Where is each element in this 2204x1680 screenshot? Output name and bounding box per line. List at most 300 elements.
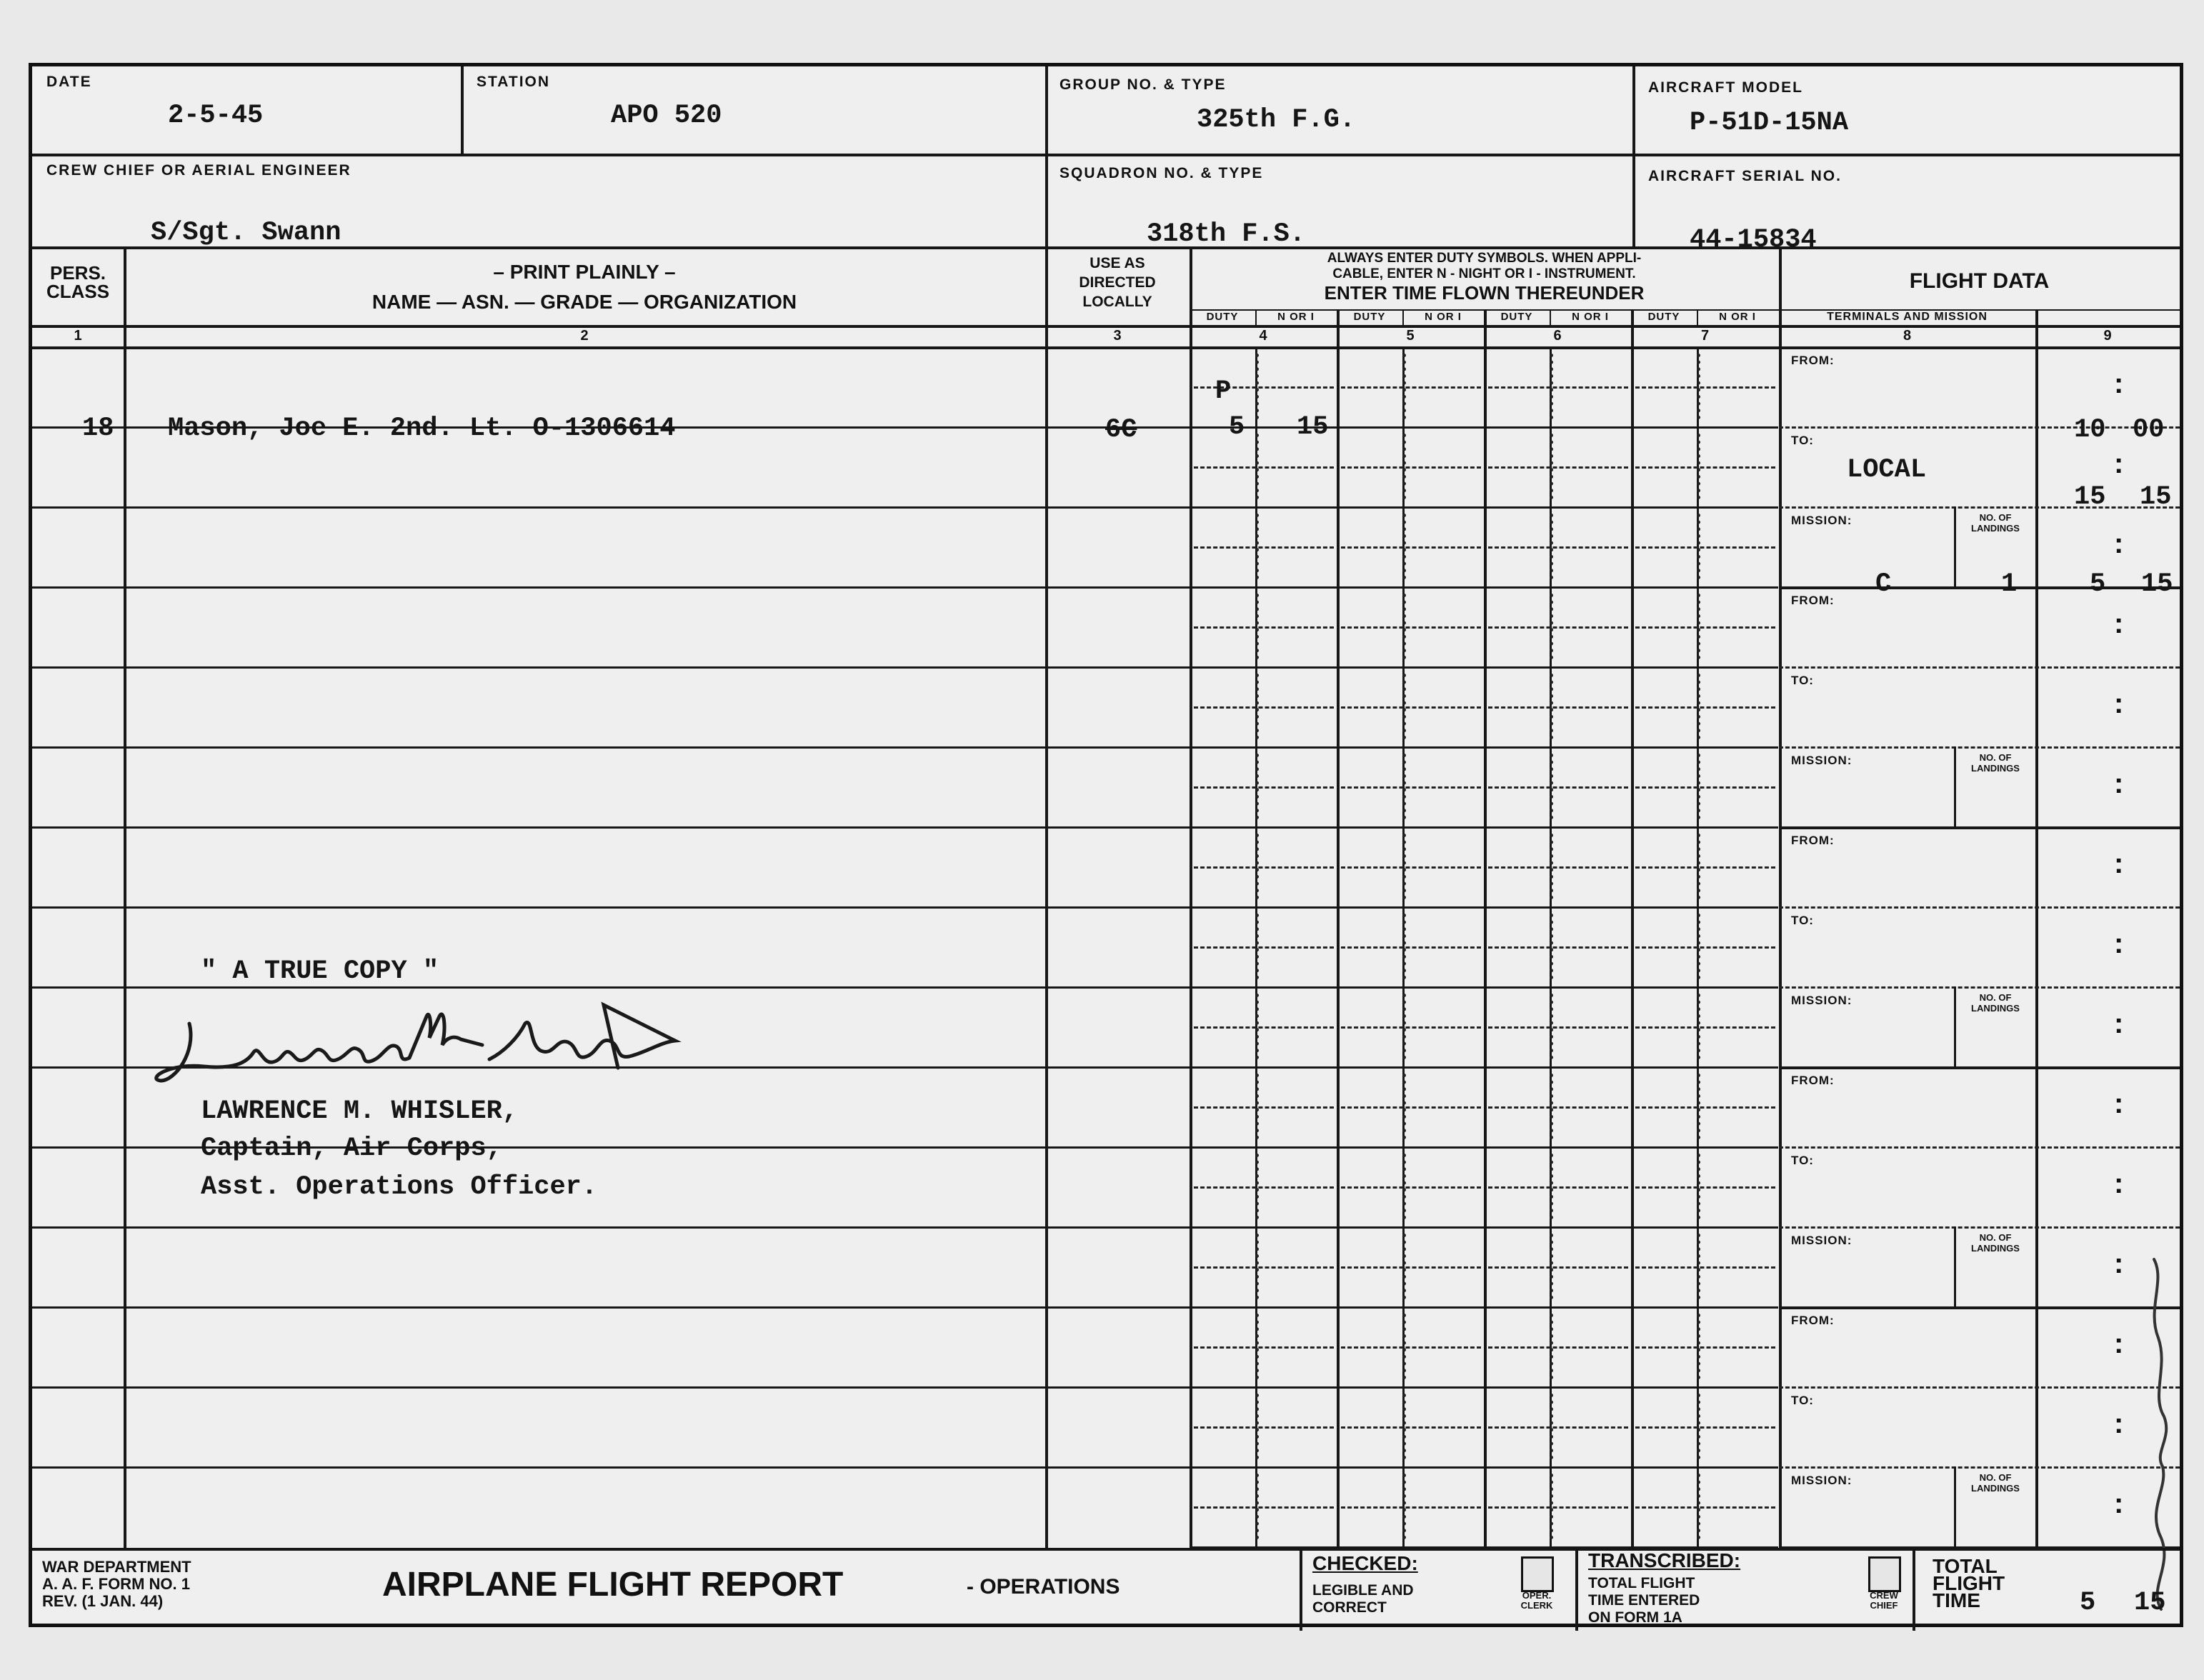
duty-colon-dots	[1402, 914, 1406, 979]
transcribed-sub2: TIME ENTERED	[1588, 1592, 1700, 1609]
duty-half-line	[1488, 1026, 1628, 1029]
flight-dashed-line	[1779, 986, 2180, 989]
duty-colon-dots	[1550, 994, 1553, 1059]
duty-colon-dots	[1550, 834, 1553, 899]
duty-colon-dots	[1255, 1154, 1259, 1219]
duty-colon-dots	[1255, 434, 1259, 499]
duty-half-line	[1194, 1266, 1334, 1269]
header-vline-model	[1632, 66, 1635, 246]
date-label: DATE	[46, 74, 92, 90]
column-line-9-left	[2035, 309, 2038, 1548]
flight-block-line	[1779, 1066, 2180, 1069]
duty-row-line	[1337, 1226, 1484, 1229]
duty-half-line	[1194, 946, 1334, 949]
duty-colon-dots	[1402, 434, 1406, 499]
duty-half-line	[1635, 1026, 1775, 1029]
row-line	[32, 826, 1190, 829]
duty-colon-dots	[1550, 354, 1553, 419]
duty-half-line	[1488, 1106, 1628, 1109]
oper-clerk-initial-box[interactable]	[1521, 1556, 1554, 1592]
duty-row-line	[1190, 1146, 1337, 1149]
duty-colon-dots	[1550, 1474, 1553, 1539]
row-line	[32, 1466, 1190, 1469]
duty-half-line	[1341, 786, 1481, 789]
squadron-value: 318th F.S.	[1147, 219, 1306, 249]
landings-box-divider	[1954, 1466, 1956, 1546]
duty-row-line	[1484, 746, 1631, 749]
row-line	[32, 746, 1190, 749]
duty-row-line	[1484, 826, 1631, 829]
transcribed-sub1: TOTAL FLIGHT	[1588, 1575, 1695, 1591]
flight-data-header: FLIGHT DATA	[1909, 269, 2050, 293]
duty-half-line	[1635, 1346, 1775, 1349]
mission-value: C	[1875, 569, 1892, 599]
duty-half-line	[1194, 1426, 1334, 1429]
group-label: GROUP NO. & TYPE	[1059, 76, 1227, 93]
duty-colon-dots	[1255, 754, 1259, 819]
signer-rank: Captain, Air Corps,	[201, 1134, 502, 1164]
duty-row-line	[1631, 1386, 1778, 1389]
duty-half-line	[1341, 706, 1481, 709]
duty-colon-dots	[1697, 1314, 1700, 1379]
duty-colon-dots	[1550, 1234, 1553, 1299]
form-title: AIRPLANE FLIGHT REPORT	[382, 1566, 844, 1604]
duty-row-line	[1484, 1466, 1631, 1469]
duty-row-line	[1484, 906, 1631, 909]
to-value: LOCAL	[1847, 455, 1927, 485]
landings-box-divider	[1954, 506, 1956, 586]
landings-label: NO. OF LANDINGS	[1971, 992, 2020, 1014]
flight-dashed-line	[1779, 666, 2180, 669]
to-label: TO:	[1791, 1394, 1814, 1407]
duty-row-line	[1337, 666, 1484, 669]
flight-report-form	[29, 63, 2183, 1627]
duty-half-line	[1341, 1346, 1481, 1349]
flight-dashed-line	[1779, 506, 2180, 509]
n-or-i-subheader: N OR I	[1425, 311, 1462, 323]
duty-row-line	[1337, 1306, 1484, 1309]
duty-row-line	[1484, 506, 1631, 509]
duty-colon-dots	[1255, 514, 1259, 579]
duty-row-line	[1484, 1146, 1631, 1149]
landings-value: 1	[2001, 569, 2018, 599]
flight-dashed-line	[1779, 1226, 2180, 1229]
mission-time-minutes: 15	[2141, 569, 2173, 599]
time-colon: :	[2114, 688, 2124, 719]
duty-half-line	[1488, 786, 1628, 789]
from-time-minutes: 00	[2133, 415, 2165, 445]
footer-vline-transcribed	[1575, 1548, 1578, 1631]
duty-half-line	[1488, 1346, 1628, 1349]
duty-half-line	[1488, 466, 1628, 469]
duty-colon-dots	[1550, 1074, 1553, 1139]
duty-colon-dots	[1697, 1474, 1700, 1539]
column-number-8: 8	[1903, 328, 1912, 344]
duty-row-line	[1337, 746, 1484, 749]
column-number-9: 9	[2103, 328, 2112, 344]
duty-half-line	[1635, 866, 1775, 869]
column-line-1	[124, 246, 126, 1548]
duty-row-line	[1190, 1066, 1337, 1069]
flight-dashed-line	[1779, 746, 2180, 749]
duty-row-line	[1190, 586, 1337, 589]
duty-row-line	[1631, 506, 1778, 509]
terminals-header: TERMINALS AND MISSION	[1827, 311, 1988, 323]
time-colon: :	[2114, 1088, 2124, 1119]
column-number-3: 3	[1113, 328, 1122, 344]
flight-block-line	[1779, 1306, 2180, 1309]
duty-subheader: DUTY	[1647, 311, 1680, 323]
duty-colon-dots	[1255, 914, 1259, 979]
header-divider-1	[32, 154, 2180, 156]
duty-colon-dots	[1255, 1074, 1259, 1139]
duty-half-line	[1488, 1506, 1628, 1509]
duty-colon-dots	[1255, 1314, 1259, 1379]
mission-label: MISSION:	[1791, 754, 1853, 767]
duty-row-line	[1631, 1066, 1778, 1069]
signer-name: LAWRENCE M. WHISLER,	[201, 1096, 519, 1126]
duty-row-line	[1190, 666, 1337, 669]
landings-box-divider	[1954, 1226, 1956, 1306]
duty-colon-dots	[1550, 1314, 1553, 1379]
time-colon: :	[2114, 608, 2124, 639]
total-label-2: FLIGHT	[1933, 1572, 2005, 1594]
duty-colon-dots	[1697, 994, 1700, 1059]
duty-half-line	[1341, 386, 1481, 389]
duty-half-line	[1635, 706, 1775, 709]
duty-colon-dots	[1550, 914, 1553, 979]
dept-line3: REV. (1 JAN. 44)	[42, 1592, 164, 1610]
duty-row-line	[1631, 586, 1778, 589]
duty-row-line	[1484, 986, 1631, 989]
dept-line2: A. A. F. FORM NO. 1	[42, 1575, 190, 1593]
duty-colon-dots	[1550, 514, 1553, 579]
handwritten-signature	[146, 995, 689, 1095]
to-label: TO:	[1791, 1154, 1814, 1167]
name-header-line1: – PRINT PLAINLY –	[493, 261, 676, 283]
row-line	[32, 586, 1190, 589]
row-line	[32, 986, 1190, 989]
column-line-7-left	[1631, 309, 1634, 1548]
duty-half-line	[1488, 706, 1628, 709]
duty-colon-dots	[1697, 1234, 1700, 1299]
duty-row-line	[1484, 666, 1631, 669]
column-number-2: 2	[580, 328, 589, 344]
to-time-minutes: 15	[2140, 482, 2172, 512]
duty-half-line	[1194, 706, 1334, 709]
duty-half-line	[1635, 386, 1775, 389]
duty-half-line	[1635, 1186, 1775, 1189]
duty-row-line	[1484, 1386, 1631, 1389]
duty-half-line	[1194, 866, 1334, 869]
duty-row-line	[1484, 1306, 1631, 1309]
duty-half-line	[1341, 1266, 1481, 1269]
crew-duty-symbol: P	[1215, 376, 1232, 406]
duty-half-line	[1194, 1506, 1334, 1509]
duty-colon-dots	[1402, 1314, 1406, 1379]
duty-header-line1: ALWAYS ENTER DUTY SYMBOLS. WHEN APPLI-	[1327, 251, 1642, 266]
duty-row-line	[1631, 1226, 1778, 1229]
duty-row-line	[1337, 1466, 1484, 1469]
duty-row-line	[1484, 1066, 1631, 1069]
duty-row-line	[1190, 506, 1337, 509]
flight-dashed-line	[1779, 1146, 2180, 1149]
crew-chief-footer-label: CREW CHIEF	[1870, 1590, 1898, 1611]
duty-colon-dots	[1697, 354, 1700, 419]
duty-colon-dots	[1550, 434, 1553, 499]
duty-row-line	[1631, 1306, 1778, 1309]
duty-colon-dots	[1402, 1394, 1406, 1459]
duty-half-line	[1194, 1026, 1334, 1029]
duty-colon-dots	[1697, 1394, 1700, 1459]
checked-sub2: CORRECT	[1312, 1599, 1387, 1616]
to-label: TO:	[1791, 434, 1814, 447]
duty-subheader: DUTY	[1500, 311, 1533, 323]
from-label: FROM:	[1791, 834, 1835, 847]
duty-row-line	[1190, 1466, 1337, 1469]
duty-half-line	[1488, 386, 1628, 389]
duty-half-line	[1341, 1186, 1481, 1189]
time-colon: :	[2114, 1168, 2124, 1199]
total-label-3: TIME	[1933, 1589, 1980, 1611]
duty-half-line	[1635, 1106, 1775, 1109]
footer-vline-checked	[1300, 1548, 1302, 1631]
duty-colon-dots	[1697, 754, 1700, 819]
total-label-1: TOTAL	[1933, 1555, 1998, 1577]
duty-half-line	[1194, 546, 1334, 549]
from-label: FROM:	[1791, 594, 1835, 607]
landings-box-divider	[1954, 746, 1956, 826]
duty-colon-dots	[1550, 754, 1553, 819]
duty-half-line	[1635, 946, 1775, 949]
column-line-5-left	[1337, 309, 1340, 1548]
duty-half-line	[1635, 1266, 1775, 1269]
n-or-i-subheader: N OR I	[1572, 311, 1609, 323]
transcribed-label: TRANSCRIBED:	[1588, 1549, 1741, 1571]
from-label: FROM:	[1791, 354, 1835, 367]
duty-row-line	[1190, 826, 1337, 829]
duty-colon-dots	[1402, 354, 1406, 419]
duty-row-line	[1337, 1386, 1484, 1389]
serial-value: 44-15834	[1690, 225, 1817, 255]
duty-subheader: DUTY	[1206, 311, 1239, 323]
n-or-i-subheader: N OR I	[1277, 311, 1315, 323]
landings-label: NO. OF LANDINGS	[1971, 1472, 2020, 1494]
duty-half-line	[1635, 626, 1775, 629]
time-colon: :	[2114, 368, 2124, 399]
aircraft-model-value: P-51D-15NA	[1690, 108, 1849, 138]
aircraft-model-label: AIRCRAFT MODEL	[1648, 79, 1803, 96]
footer-vline-total	[1913, 1548, 1915, 1631]
flight-dashed-line	[1779, 1386, 2180, 1389]
duty-half-line	[1488, 1186, 1628, 1189]
duty-row-line	[1631, 666, 1778, 669]
header-vline-date	[461, 66, 464, 154]
duty-colon-dots	[1255, 1234, 1259, 1299]
total-minutes: 15	[2134, 1588, 2166, 1618]
duty-row-line	[1337, 986, 1484, 989]
time-colon: :	[2114, 848, 2124, 879]
crew-use-locally: 6C	[1105, 415, 1137, 445]
duty-row-line	[1337, 906, 1484, 909]
duty-half-line	[1341, 1026, 1481, 1029]
duty-colon-dots	[1402, 1234, 1406, 1299]
flight-block-line	[1779, 826, 2180, 829]
duty-half-line	[1635, 546, 1775, 549]
duty-half-line	[1341, 546, 1481, 549]
duty-half-line	[1488, 946, 1628, 949]
to-time-hours: 15	[2074, 482, 2106, 512]
duty-row-line	[1190, 986, 1337, 989]
duty-colon-dots	[1697, 914, 1700, 979]
duty-colon-dots	[1697, 434, 1700, 499]
row-line	[32, 666, 1190, 669]
landings-label: NO. OF LANDINGS	[1971, 752, 2020, 774]
duty-colon-dots	[1402, 754, 1406, 819]
crew-name: Mason, Joe E. 2nd. Lt. O-1306614	[168, 414, 676, 444]
duty-row-line	[1631, 1466, 1778, 1469]
duty-colon-dots	[1697, 594, 1700, 659]
margin-initials	[2133, 1252, 2183, 1624]
dept-line1: WAR DEPARTMENT	[42, 1558, 191, 1576]
column-number-1: 1	[74, 328, 82, 344]
row-line	[32, 1386, 1190, 1389]
row-line	[32, 1306, 1190, 1309]
use-locally-header: USE AS DIRECTED LOCALLY	[1079, 255, 1156, 310]
duty-half-line	[1488, 626, 1628, 629]
duty-colon-dots	[1550, 1154, 1553, 1219]
duty-row-line	[1190, 1306, 1337, 1309]
crew-chief-label: CREW CHIEF OR AERIAL ENGINEER	[46, 162, 351, 179]
pers-class-header: PERS. CLASS	[46, 262, 110, 302]
duty-half-line	[1341, 946, 1481, 949]
column-line-3-right	[1190, 246, 1192, 1548]
duty-row-line	[1631, 746, 1778, 749]
to-label: TO:	[1791, 674, 1814, 687]
flight-dashed-line	[1779, 906, 2180, 909]
duty-colon-dots	[1255, 1394, 1259, 1459]
column-number-7: 7	[1700, 328, 1710, 344]
duty-half-line	[1341, 1506, 1481, 1509]
column-number-5: 5	[1406, 328, 1415, 344]
duty-header-line2: CABLE, ENTER N - NIGHT OR I - INSTRUMENT.	[1332, 266, 1636, 281]
group-value: 325th F.G.	[1197, 105, 1356, 135]
duty-colon-dots	[1255, 834, 1259, 899]
time-colon: :	[2114, 1488, 2124, 1519]
duty-half-line	[1194, 626, 1334, 629]
duty-row-line	[1631, 986, 1778, 989]
time-colon: :	[2114, 1408, 2124, 1439]
n-or-i-subheader: N OR I	[1719, 311, 1756, 323]
from-label: FROM:	[1791, 1074, 1835, 1087]
duty-subheader: DUTY	[1353, 311, 1386, 323]
duty-row-line	[1631, 1146, 1778, 1149]
time-colon: :	[2114, 1328, 2124, 1359]
duty-half-line	[1194, 466, 1334, 469]
duty-colon-dots	[1402, 834, 1406, 899]
column-number-line-bottom	[32, 346, 2180, 349]
duty-row-line	[1337, 1066, 1484, 1069]
duty-row-line	[1190, 1226, 1337, 1229]
duty-row-line	[1337, 586, 1484, 589]
duty-half-line	[1488, 1266, 1628, 1269]
mission-label: MISSION:	[1791, 994, 1853, 1007]
column-line-6-left	[1484, 309, 1487, 1548]
duty-half-line	[1194, 1106, 1334, 1109]
column-number-6: 6	[1553, 328, 1562, 344]
duty-half-line	[1635, 786, 1775, 789]
crew-pers-class: 18	[82, 414, 114, 444]
to-label: TO:	[1791, 914, 1814, 927]
duty-colon-dots	[1550, 594, 1553, 659]
duty-row-line	[1631, 426, 1778, 429]
crew-duty-hours: 5	[1229, 412, 1245, 442]
duty-half-line	[1488, 1426, 1628, 1429]
squadron-label: SQUADRON NO. & TYPE	[1059, 165, 1264, 181]
column-line-3-left	[1045, 66, 1048, 1548]
duty-colon-dots	[1255, 1474, 1259, 1539]
row-line	[32, 506, 1190, 509]
form-subtitle: - OPERATIONS	[967, 1575, 1120, 1599]
duty-colon-dots	[1402, 1074, 1406, 1139]
footer-divider	[32, 1548, 2180, 1551]
duty-row-line	[1337, 826, 1484, 829]
duty-row-line	[1337, 426, 1484, 429]
duty-colon-dots	[1255, 674, 1259, 739]
duty-half-line	[1635, 1426, 1775, 1429]
duty-row-line	[1484, 586, 1631, 589]
mission-label: MISSION:	[1791, 1234, 1853, 1247]
time-colon: :	[2114, 1008, 2124, 1039]
crew-chief-initial-box[interactable]	[1868, 1556, 1901, 1592]
signer-title: Asst. Operations Officer.	[201, 1172, 598, 1202]
duty-colon-dots	[1697, 834, 1700, 899]
duty-colon-dots	[1697, 1154, 1700, 1219]
duty-colon-dots	[1402, 594, 1406, 659]
name-header-line2: NAME — ASN. — GRADE — ORGANIZATION	[372, 291, 797, 313]
duty-colon-dots	[1550, 674, 1553, 739]
row-line	[32, 1226, 1190, 1229]
from-time-hours: 10	[2074, 415, 2106, 445]
station-label: STATION	[477, 74, 551, 90]
duty-colon-dots	[1255, 594, 1259, 659]
duty-half-line	[1341, 866, 1481, 869]
duty-half-line	[1488, 546, 1628, 549]
time-colon: :	[2114, 768, 2124, 799]
column-number-4: 4	[1259, 328, 1267, 344]
duty-row-line	[1337, 1146, 1484, 1149]
row-line	[32, 906, 1190, 909]
time-colon: :	[2114, 448, 2124, 479]
header-divider-2	[32, 246, 2180, 249]
oper-clerk-label: OPER. CLERK	[1520, 1590, 1553, 1611]
flight-block-line	[1779, 586, 2180, 589]
landings-box-divider	[1954, 986, 1956, 1066]
duty-header-line3: ENTER TIME FLOWN THEREUNDER	[1324, 282, 1645, 304]
duty-half-line	[1488, 866, 1628, 869]
mission-time-hours: 5	[2090, 569, 2106, 599]
duty-half-line	[1194, 1186, 1334, 1189]
duty-colon-dots	[1255, 354, 1259, 419]
duty-row-line	[1190, 1386, 1337, 1389]
flight-dashed-line	[1779, 1466, 2180, 1469]
duty-row-line	[1484, 1226, 1631, 1229]
transcribed-sub3: ON FORM 1A	[1588, 1609, 1682, 1626]
time-colon: :	[2114, 928, 2124, 959]
duty-half-line	[1341, 466, 1481, 469]
duty-row-line	[1631, 906, 1778, 909]
duty-colon-dots	[1402, 514, 1406, 579]
